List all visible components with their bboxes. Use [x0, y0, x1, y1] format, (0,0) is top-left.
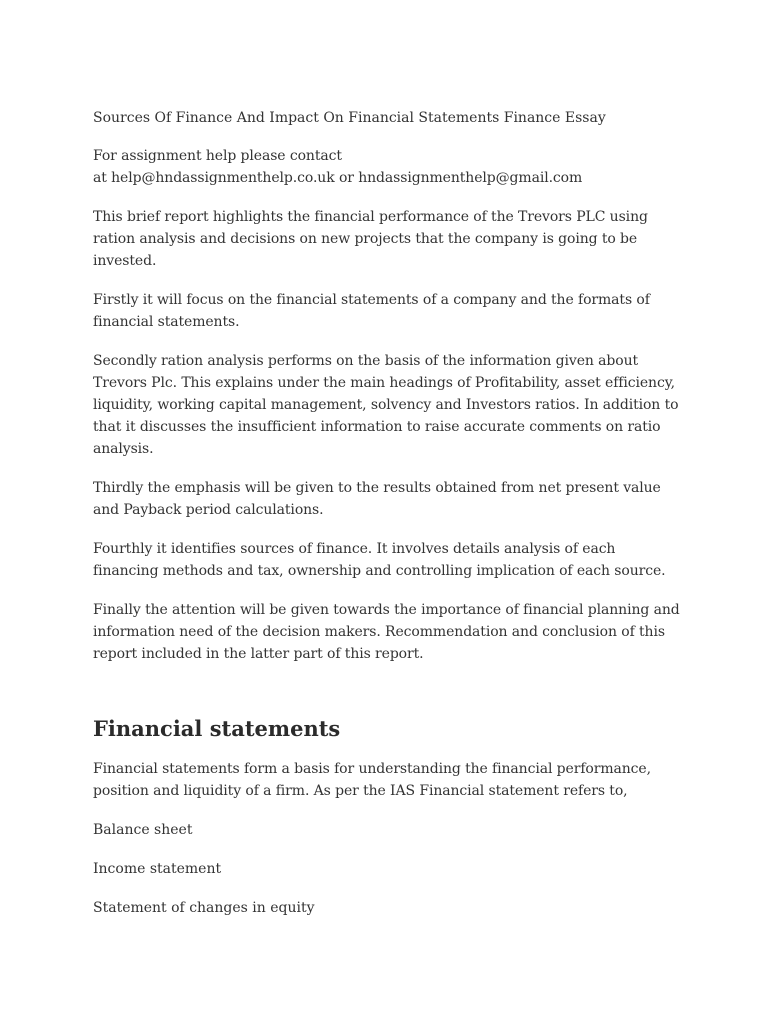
- list-item: Balance sheet: [93, 822, 193, 838]
- document-page: [93, 108, 683, 936]
- paragraph-firstly: Firstly it will focus on the financial statements of a company and the formats of financial statements.: [93, 292, 650, 330]
- paragraph-finally: Finally the attention will be given towards the importance of financial planning and information need of the decision makers. Recommendation and conclusion of this report included in the latter part of this report.: [93, 602, 680, 662]
- paragraph-fourthly: Fourthly it identifies sources of finance. It involves details analysis of each financing methods and tax, ownership and controlling implication of each source.: [93, 541, 666, 579]
- section-heading: Financial statements: [93, 716, 341, 741]
- list-item: Statement of changes in equity: [93, 900, 315, 916]
- contact-line-1: For assignment help please contact: [93, 148, 342, 164]
- list-item: Income statement: [93, 861, 222, 877]
- paragraph-intro: This brief report highlights the financial performance of the Trevors PLC using ration analysis and decisions on new projects that the company is going to be invested.: [93, 209, 648, 269]
- contact-line-2: at help@hndassignmenthelp.co.uk or hndassignmenthelp@gmail.com: [93, 170, 583, 186]
- document-title: Sources Of Finance And Impact On Financial Statements Finance Essay: [93, 110, 606, 126]
- paragraph-thirdly: Thirdly the emphasis will be given to the results obtained from net present value and Payback period calculations.: [93, 480, 661, 518]
- paragraph-secondly: Secondly ration analysis performs on the basis of the information given about Trevors Plc. This explains under the main headings of Profitability, asset efficiency, liquidity, working capital management, solvency and Investors ratios. In addition to that it discusses the insufficient information to raise accurate comments on ratio analysis.: [93, 353, 679, 457]
- section-intro: Financial statements form a basis for understanding the financial performance, position and liquidity of a firm. As per the IAS Financial statement refers to,: [93, 761, 651, 799]
- contact-paragraph: [93, 145, 683, 189]
